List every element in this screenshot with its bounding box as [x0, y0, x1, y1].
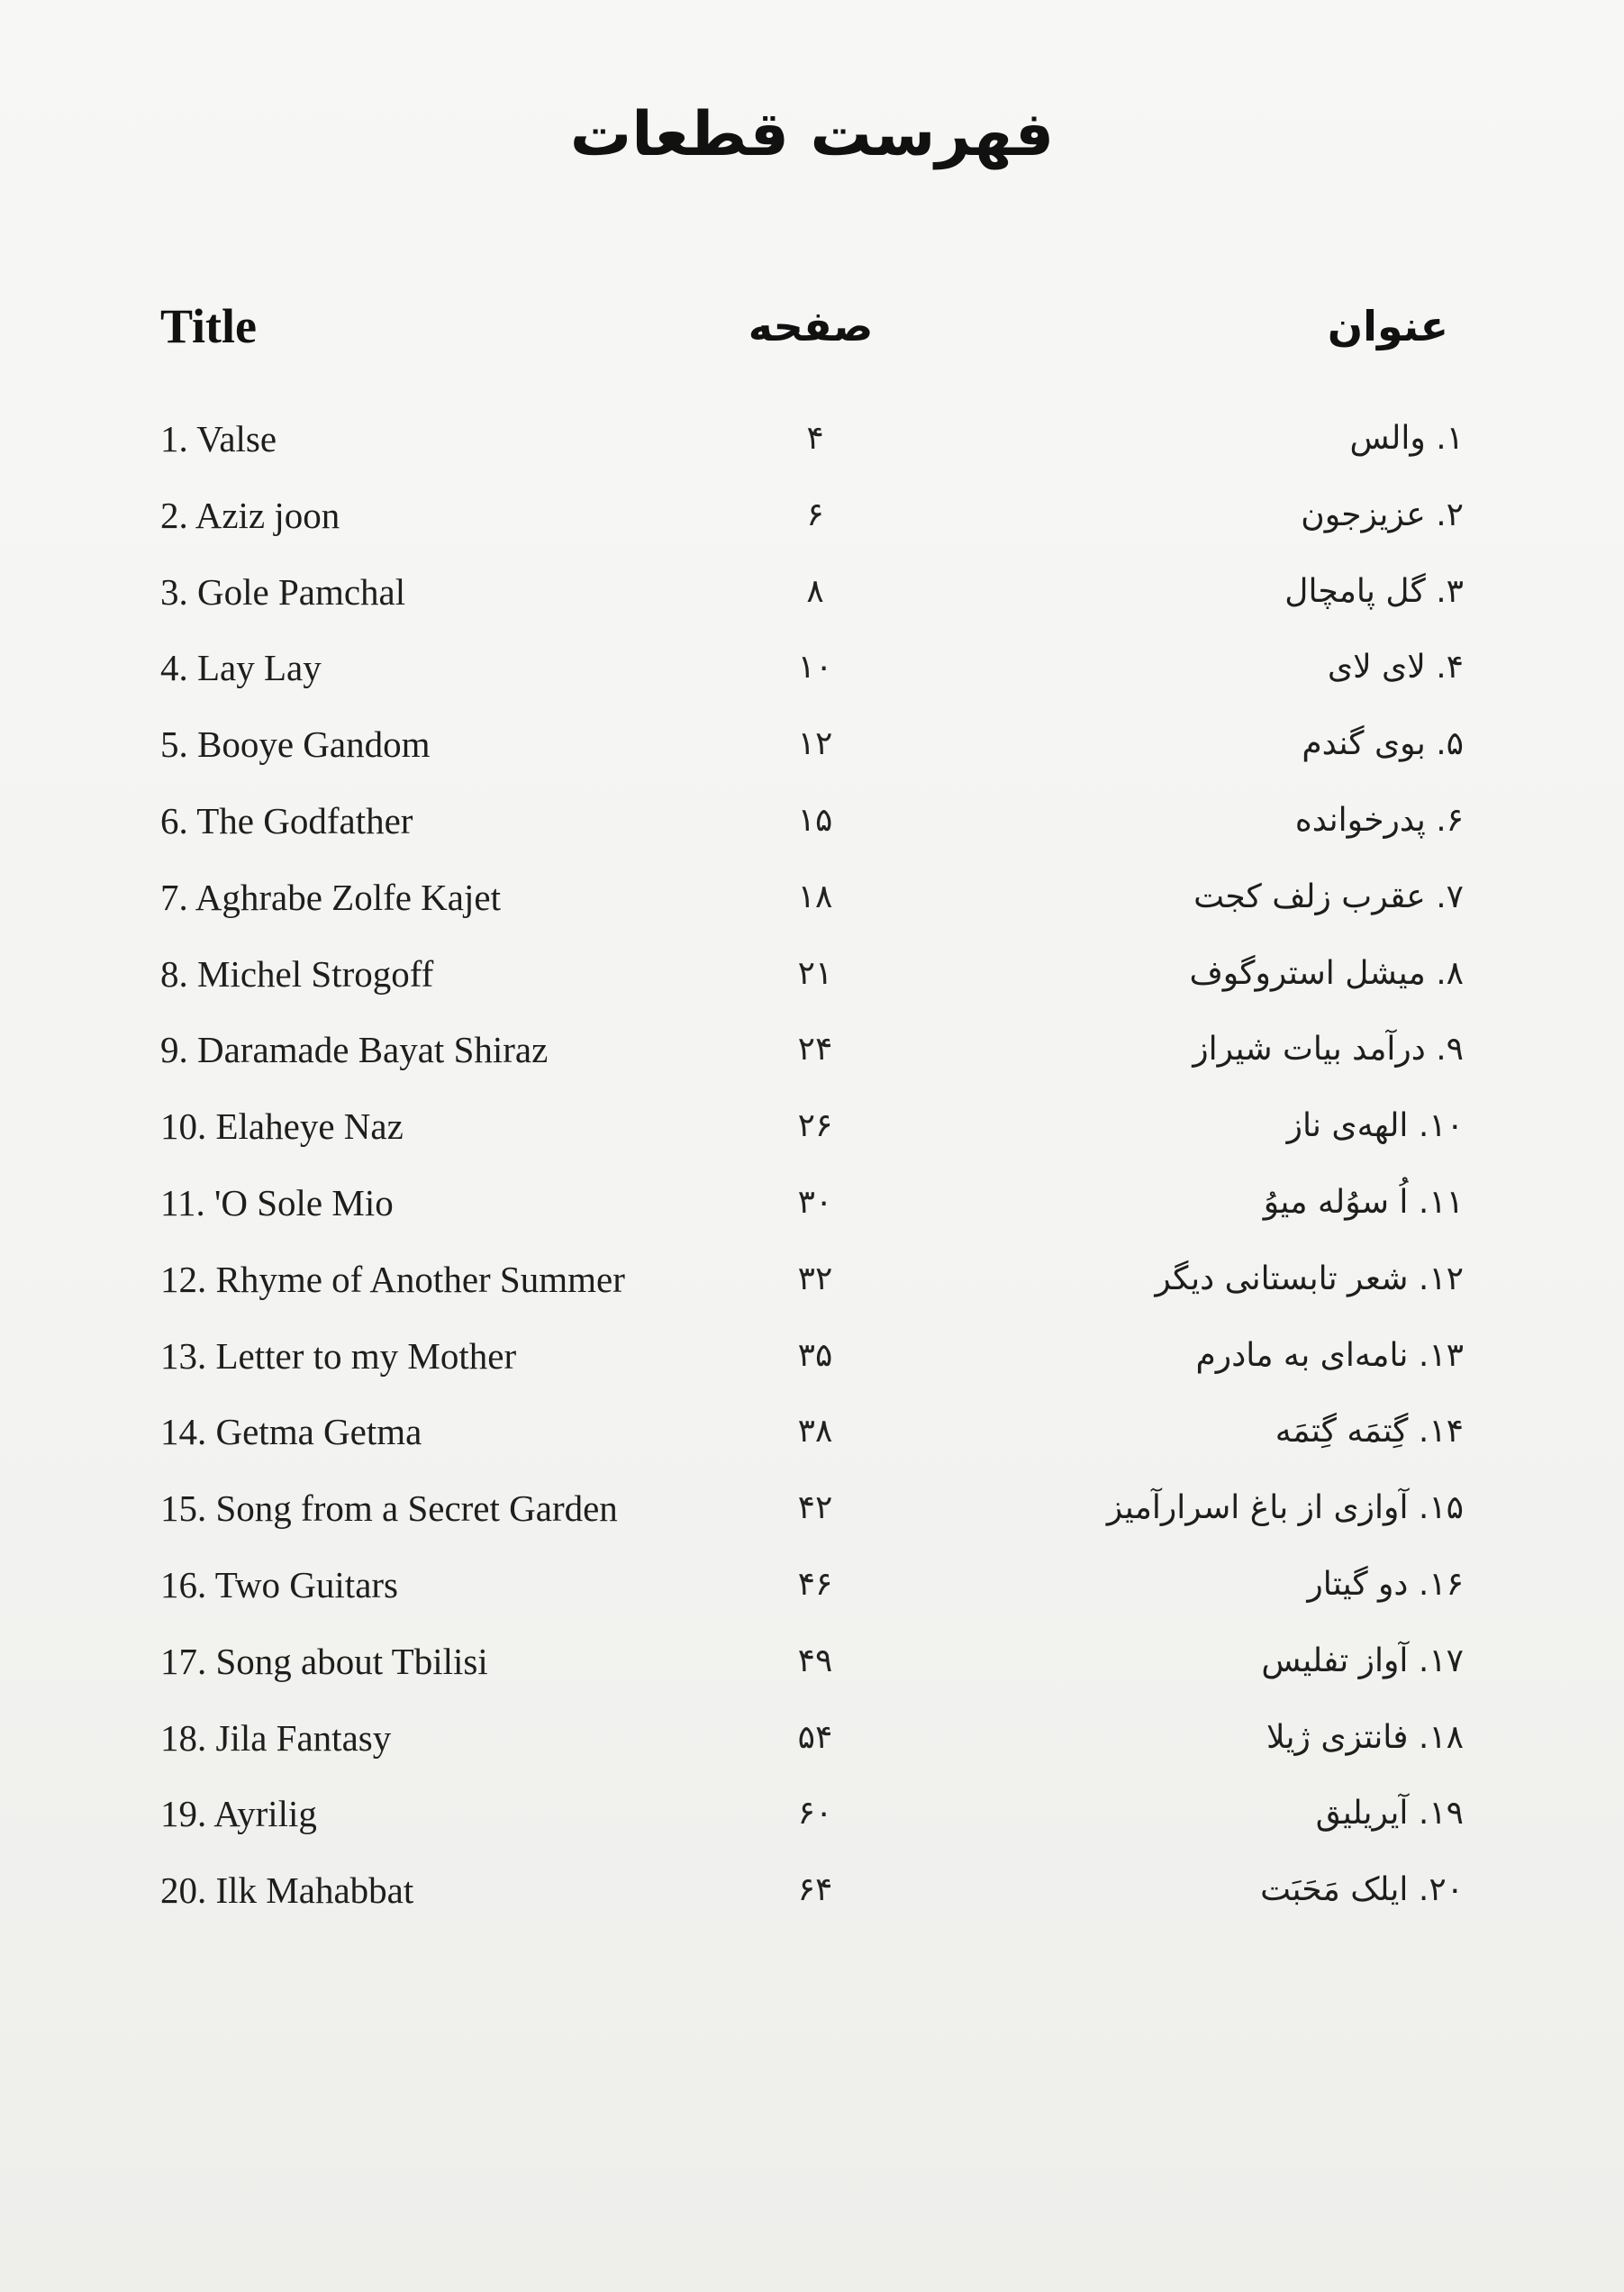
entry-page: ۲۶	[797, 1107, 833, 1145]
toc-row	[0, 1023, 1624, 1099]
toc-row	[0, 870, 1624, 947]
entry-english: 13. Letter to my Mother	[160, 1334, 517, 1377]
entry-page: ۵۴	[797, 1718, 833, 1756]
entry-english: 6. The Godfather	[160, 799, 413, 841]
entry-persian: ۱۵. آوازی از باغ اسرارآمیز	[1106, 1489, 1464, 1527]
toc-row	[0, 1558, 1624, 1634]
entry-page: ۳۵	[797, 1336, 833, 1374]
entry-english: 9. Daramade Bayat Shiraz	[160, 1029, 549, 1071]
entry-persian: ۳. گل پامچال	[1284, 572, 1464, 610]
entry-persian: ۴. لای لای	[1327, 649, 1464, 687]
entry-persian: ۱۷. آواز تفلیس	[1261, 1642, 1464, 1679]
toc-row	[0, 412, 1624, 488]
entry-english: 10. Elaheye Naz	[160, 1105, 404, 1148]
header-english-title: Title	[160, 299, 257, 353]
entry-page: ۳۸	[797, 1413, 833, 1451]
toc-row	[0, 1176, 1624, 1252]
entry-english: 19. Ayrilig	[160, 1793, 317, 1835]
entry-english: 16. Two Guitars	[160, 1563, 398, 1605]
toc-row	[0, 1863, 1624, 1940]
toc-row	[0, 641, 1624, 717]
entry-english: 17. Song about Tbilisi	[160, 1640, 488, 1682]
entry-persian: ۱۶. دو گیتار	[1307, 1565, 1464, 1603]
entry-persian: ۱۱. اُ سوُله میوُ	[1263, 1183, 1464, 1221]
toc-row	[0, 1481, 1624, 1558]
toc-row	[0, 1787, 1624, 1863]
entry-persian: ۱۸. فانتزی ژیلا	[1266, 1718, 1464, 1756]
entry-page: ۴	[806, 420, 824, 457]
entry-persian: ۱۲. شعر تابستانی دیگر	[1155, 1260, 1464, 1297]
entry-page: ۱۸	[797, 878, 833, 915]
entry-page: ۶۰	[797, 1795, 833, 1833]
toc-list	[0, 412, 1624, 1940]
entry-page: ۲۴	[797, 1031, 833, 1069]
toc-row	[0, 1634, 1624, 1711]
entry-english: 5. Booye Gandom	[160, 723, 431, 766]
entry-english: 7. Aghrabe Zolfe Kajet	[160, 876, 501, 918]
entry-page: ۱۰	[797, 649, 833, 687]
entry-page: ۴۶	[797, 1565, 833, 1603]
toc-row	[0, 1099, 1624, 1176]
entry-english: 2. Aziz joon	[160, 494, 340, 536]
toc-row	[0, 1329, 1624, 1405]
entry-english: 15. Song from a Secret Garden	[160, 1487, 618, 1530]
entry-persian: ۱۴. گِتمَه گِتمَه	[1275, 1413, 1464, 1451]
entry-persian: ۱۳. نامه‌ای به مادرم	[1195, 1336, 1464, 1374]
toc-row	[0, 794, 1624, 870]
toc-row	[0, 1711, 1624, 1787]
toc-row	[0, 1405, 1624, 1481]
toc-row	[0, 1252, 1624, 1329]
entry-persian: ۲. عزیزجون	[1301, 496, 1464, 533]
toc-row	[0, 717, 1624, 794]
entry-english: 11. 'O Sole Mio	[160, 1181, 394, 1223]
toc-row	[0, 947, 1624, 1023]
entry-persian: ۶. پدرخوانده	[1294, 801, 1464, 839]
entry-persian: ۸. میشل استروگوف	[1189, 954, 1464, 992]
entry-page: ۶	[806, 496, 824, 533]
entry-page: ۳۰	[797, 1183, 833, 1221]
entry-page: ۶۴	[797, 1871, 833, 1909]
entry-english: 1. Valse	[160, 418, 277, 459]
entry-english: 8. Michel Strogoff	[160, 952, 434, 995]
page-title: فهرست قطعات	[569, 99, 1055, 170]
entry-page: ۳۲	[797, 1260, 833, 1297]
entry-persian: ۱۹. آیریلیق	[1315, 1795, 1464, 1833]
entry-persian: ۵. بوی گندم	[1302, 725, 1464, 763]
entry-persian: ۷. عقرب زلف کجت	[1193, 878, 1464, 915]
entry-page: ۱۲	[797, 725, 833, 763]
entry-persian: ۱۰. الهه‌ی ناز	[1286, 1107, 1464, 1145]
entry-page: ۸	[806, 572, 824, 610]
entry-english: 12. Rhyme of Another Summer	[160, 1258, 625, 1300]
entry-english: 4. Lay Lay	[160, 647, 322, 689]
toc-row	[0, 488, 1624, 565]
entry-english: 20. Ilk Mahabbat	[160, 1869, 414, 1912]
entry-page: ۴۹	[797, 1642, 833, 1679]
entry-page: ۲۱	[797, 954, 833, 992]
entry-english: 14. Getma Getma	[160, 1411, 422, 1453]
header-persian-title: عنوان	[1327, 302, 1448, 350]
entry-page: ۴۲	[797, 1489, 833, 1527]
entry-english: 3. Gole Pamchal	[160, 570, 406, 613]
entry-persian: ۹. درآمد بیات شیراز	[1193, 1031, 1464, 1069]
entry-english: 18. Jila Fantasy	[160, 1716, 392, 1759]
entry-persian: ۱. والس	[1349, 420, 1464, 457]
header-page: صفحه	[748, 302, 874, 350]
entry-persian: ۲۰. ایلک مَحَبَت	[1260, 1871, 1464, 1909]
entry-page: ۱۵	[797, 801, 833, 839]
toc-row	[0, 565, 1624, 641]
